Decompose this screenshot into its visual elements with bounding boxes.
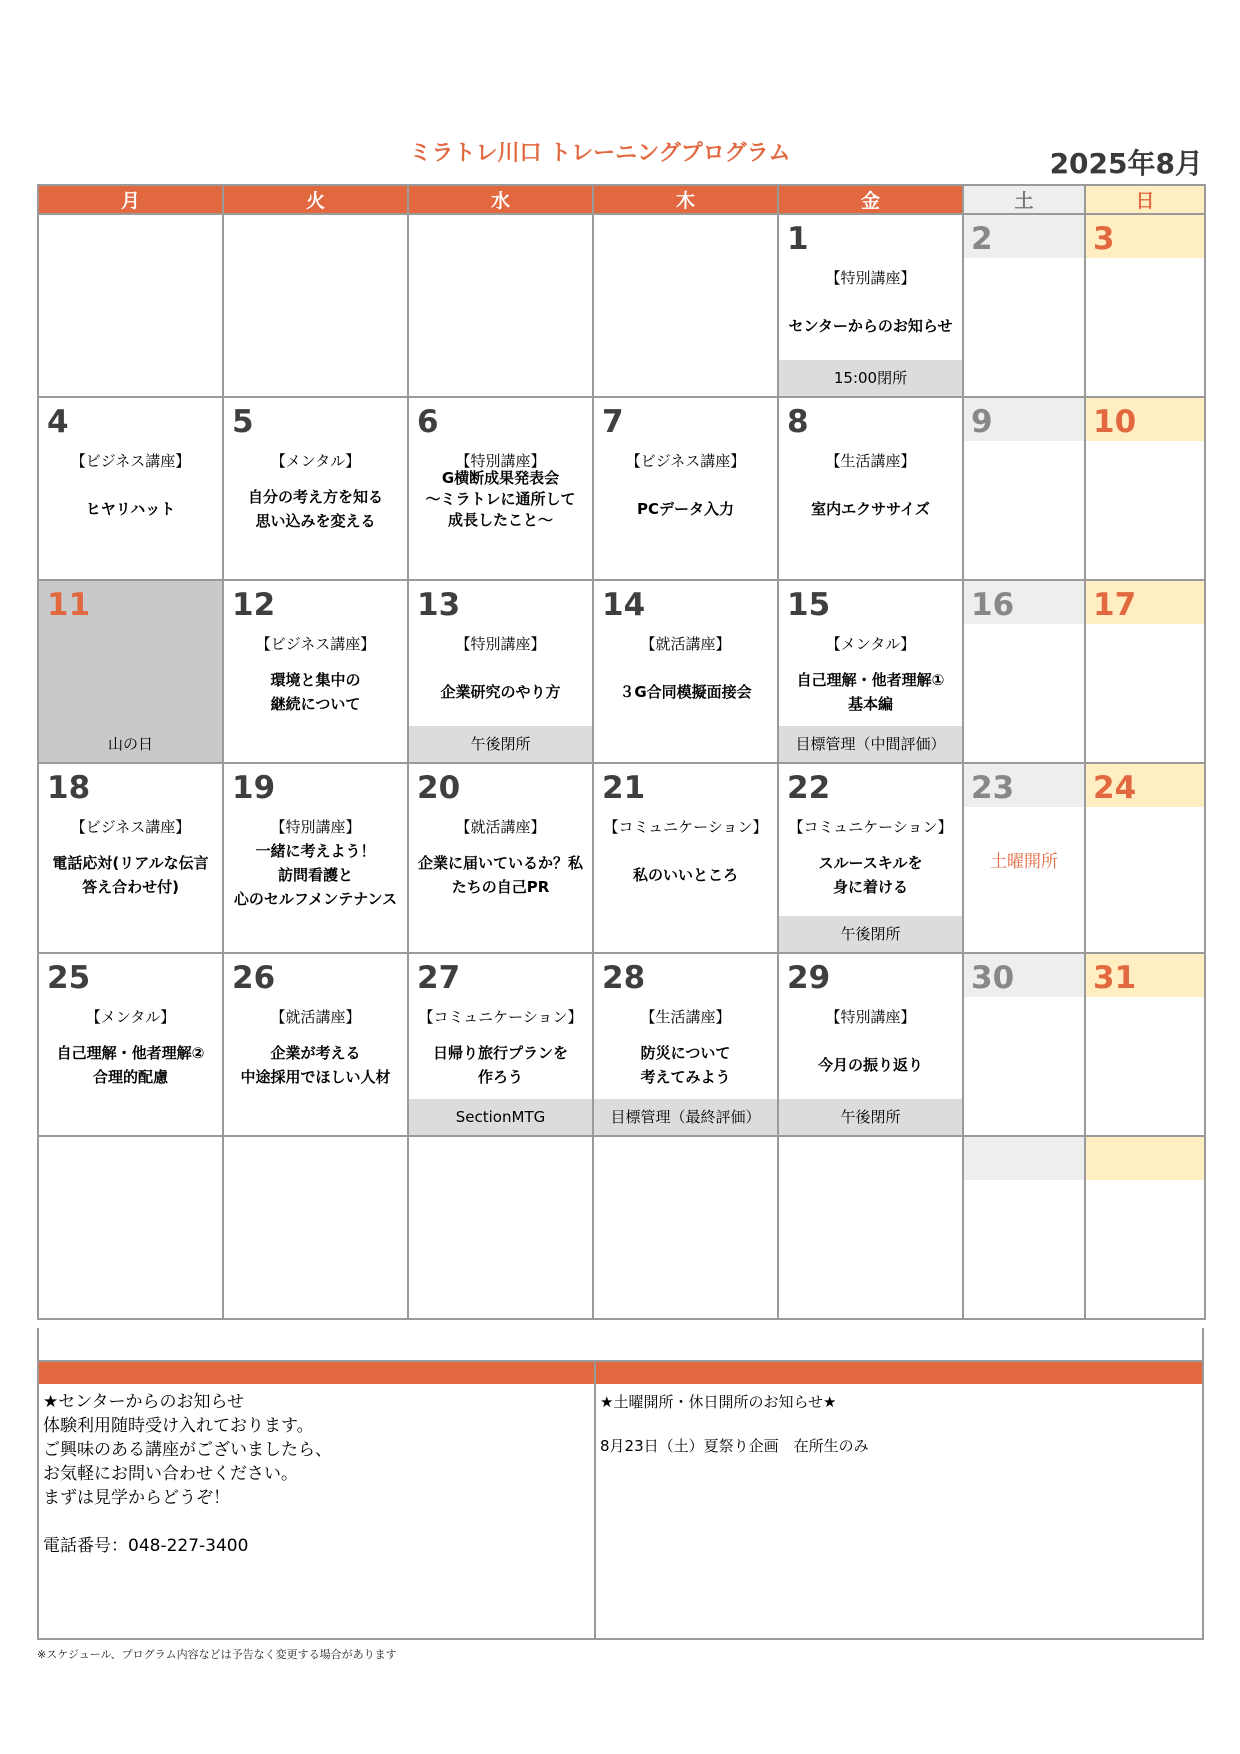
lecture-category: 【生活講座】 [640, 1008, 731, 1026]
lecture-title: センターからのお知らせ [788, 317, 953, 335]
lecture-category: 【ビジネス講座】 [70, 818, 191, 836]
lecture-title: 環境と集中の 継続について [270, 671, 361, 713]
day-number: 22 [787, 770, 831, 806]
notice-divider [594, 1362, 596, 1638]
lecture-title: 企業研究のやり方 [440, 683, 561, 701]
week-row [38, 953, 1205, 1136]
sunday-cell [1085, 953, 1205, 1136]
lecture-title: 室内エクササイズ [811, 500, 930, 518]
lecture-title: ヒヤリハット [85, 500, 176, 518]
weekday-wed: 水 [408, 185, 593, 214]
day-number: 20 [417, 770, 461, 806]
empty-day-cell [38, 1136, 223, 1319]
spacer-row [37, 1328, 1204, 1362]
sunday-cell [1085, 763, 1205, 953]
lecture-title: 自分の考え方を知る 思い込みを変える [247, 488, 383, 530]
day-number: 6 [417, 404, 439, 440]
center-notice [43, 1390, 583, 1558]
day-number: 1 [787, 221, 809, 257]
empty-day-number [1086, 1137, 1204, 1180]
day-number: 15 [787, 587, 831, 623]
lecture-category: 【特別講座】 [270, 818, 361, 836]
notice-line: まずは見学からどうぞ！ [43, 1488, 230, 1508]
day-cell [593, 580, 778, 763]
week-row [38, 397, 1205, 580]
week-row [38, 214, 1205, 397]
saturday-cell [963, 580, 1085, 763]
phone-number: 電話番号：048-227-3400 [43, 1536, 249, 1556]
day-number: 27 [417, 960, 461, 996]
empty-day-cell [223, 1136, 408, 1319]
lecture-category: 【就活講座】 [270, 1008, 361, 1026]
day-number: 3 [1086, 215, 1204, 258]
day-number: 9 [964, 398, 1084, 441]
footnote: ※スケジュール、プログラム内容などは予告なく変更する場合があります [37, 1648, 397, 1661]
weekday-mon: 月 [38, 185, 223, 214]
day-number: 7 [602, 404, 624, 440]
day-number: 30 [964, 954, 1084, 997]
saturday-cell [963, 214, 1085, 397]
day-cell [223, 397, 408, 580]
saturday-open-notice [600, 1390, 1190, 1458]
lecture-title: 一緒に考えよう！ 訪問看護と 心のセルフメンテナンス [233, 842, 398, 908]
day-cell [223, 953, 408, 1136]
day-number: 25 [47, 960, 91, 996]
day-number: 18 [47, 770, 91, 806]
day-cell [778, 580, 963, 763]
month-label: 2025年8月 [1049, 147, 1203, 180]
lecture-category: 【特別講座】 [455, 452, 546, 470]
lecture-category: 【ビジネス講座】 [255, 635, 376, 653]
day-cell [223, 763, 408, 953]
day-cell [778, 763, 963, 953]
lecture-title: PCデータ入力 [636, 500, 734, 518]
day-number: 17 [1086, 581, 1204, 624]
notice-header-bar [39, 1362, 1202, 1384]
empty-day-cell [778, 1136, 963, 1319]
day-cell [593, 763, 778, 953]
empty-day-cell [408, 214, 593, 397]
lecture-title: 自己理解・他者理解② 合理的配慮 [56, 1044, 205, 1086]
week-row [38, 1136, 1205, 1319]
day-cell [408, 763, 593, 953]
lecture-category: 【コミュニケーション】 [788, 818, 953, 836]
lecture-title: 防災について 考えてみよう [640, 1044, 731, 1086]
saturday-cell [963, 763, 1085, 953]
week-row [38, 580, 1205, 763]
weekday-tue: 火 [223, 185, 408, 214]
weekday-sat: 土 [963, 185, 1085, 214]
day-number: 29 [787, 960, 831, 996]
sunday-cell [1085, 1136, 1205, 1319]
holiday-cell [38, 580, 223, 763]
lecture-category: 【メンタル】 [825, 635, 916, 653]
weekday-header-row [38, 185, 1205, 214]
day-number: 11 [47, 587, 91, 623]
day-cell [408, 953, 593, 1136]
empty-day-cell [223, 214, 408, 397]
empty-day-number [964, 1137, 1084, 1180]
notice-line: ★センターからのお知らせ [43, 1392, 245, 1412]
empty-day-cell [593, 1136, 778, 1319]
day-cell [778, 953, 963, 1136]
notice-line: お気軽にお問い合わせください。 [43, 1464, 298, 1484]
lecture-title: 日帰り旅行プランを 作ろう [432, 1044, 568, 1086]
blank-line [600, 1414, 1190, 1434]
notice-title: ★土曜開所・休日開所のお知らせ★ [600, 1393, 837, 1411]
sunday-cell [1085, 397, 1205, 580]
day-number: 19 [232, 770, 276, 806]
day-note: 15:00閉所 [779, 360, 962, 396]
lecture-title: ３G合同模擬面接会 [619, 683, 752, 701]
lecture-title: 企業が考える 中途採用でほしい人材 [240, 1044, 391, 1086]
lecture-category: 【メンタル】 [85, 1008, 176, 1026]
notice-line: ご興味のある講座がございましたら、 [43, 1440, 332, 1460]
empty-day-cell [408, 1136, 593, 1319]
day-number: 28 [602, 960, 646, 996]
day-cell [593, 953, 778, 1136]
day-note: 午後閉所 [779, 1099, 962, 1135]
day-cell [408, 397, 593, 580]
lecture-category: 【就活講座】 [455, 818, 546, 836]
day-number: 10 [1086, 398, 1204, 441]
day-cell [38, 953, 223, 1136]
notice-panel [37, 1362, 1204, 1640]
day-cell [778, 397, 963, 580]
day-number: 4 [47, 404, 69, 440]
week-row [38, 763, 1205, 953]
lecture-title: 私のいいところ [632, 866, 738, 884]
saturday-cell [963, 397, 1085, 580]
lecture-category: 【コミュニケーション】 [603, 818, 768, 836]
calendar-grid [37, 184, 1206, 1320]
lecture-title: G横断成果発表会 ～ミラトレに通所して 成長したこと～ [425, 468, 576, 529]
day-number: 8 [787, 404, 809, 440]
day-number: 23 [964, 764, 1084, 807]
day-number: 21 [602, 770, 646, 806]
saturday-open-label: 土曜開所 [990, 852, 1058, 872]
lecture-category: 【コミュニケーション】 [418, 1008, 583, 1026]
lecture-title: 企業に届いているか？私 たちの自己PR [417, 854, 583, 896]
day-note: 目標管理（最終評価） [594, 1099, 777, 1135]
sunday-cell [1085, 580, 1205, 763]
day-note: 午後閉所 [779, 916, 962, 952]
lecture-category: 【特別講座】 [825, 1008, 916, 1026]
day-number: 16 [964, 581, 1084, 624]
day-cell [778, 214, 963, 397]
lecture-category: 【生活講座】 [825, 452, 916, 470]
saturday-cell [963, 953, 1085, 1136]
day-number: 26 [232, 960, 276, 996]
lecture-category: 【特別講座】 [825, 269, 916, 287]
lecture-category: 【ビジネス講座】 [70, 452, 191, 470]
day-note: 午後閉所 [409, 726, 592, 762]
lecture-category: 【特別講座】 [455, 635, 546, 653]
notice-line: 体験利用随時受け入れております。 [43, 1416, 314, 1436]
day-note: 目標管理（中間評価） [779, 726, 962, 762]
day-cell [38, 397, 223, 580]
lecture-title: 電話応対(リアルな伝言 答え合わせ付) [52, 854, 209, 896]
lecture-category: 【メンタル】 [270, 452, 361, 470]
lecture-category: 【就活講座】 [640, 635, 731, 653]
weekday-thu: 木 [593, 185, 778, 214]
lecture-title: 今月の振り返り [817, 1056, 923, 1074]
saturday-cell [963, 1136, 1085, 1319]
day-number: 14 [602, 587, 646, 623]
holiday-name: 山の日 [107, 735, 153, 753]
lecture-title: 自己理解・他者理解① 基本編 [796, 671, 945, 713]
weekday-fri: 金 [778, 185, 963, 214]
day-cell [408, 580, 593, 763]
notice-line: 8月23日（土）夏祭り企画 在所生のみ [600, 1437, 869, 1455]
day-number: 24 [1086, 764, 1204, 807]
lecture-title: スルースキルを 身に着ける [818, 854, 923, 896]
program-title: ミラトレ川口 トレーニングプログラム [409, 141, 791, 166]
lecture-category: 【ビジネス講座】 [625, 452, 746, 470]
sunday-cell [1085, 214, 1205, 397]
empty-day-cell [593, 214, 778, 397]
day-number: 2 [964, 215, 1084, 258]
day-number: 5 [232, 404, 254, 440]
empty-day-cell [38, 214, 223, 397]
weekday-sun: 日 [1085, 185, 1205, 214]
day-note: SectionMTG [409, 1099, 592, 1135]
day-cell [38, 763, 223, 953]
day-cell [593, 397, 778, 580]
day-number: 12 [232, 587, 276, 623]
blank-line [43, 1510, 583, 1534]
day-cell [223, 580, 408, 763]
day-number: 13 [417, 587, 461, 623]
day-number: 31 [1086, 954, 1204, 997]
